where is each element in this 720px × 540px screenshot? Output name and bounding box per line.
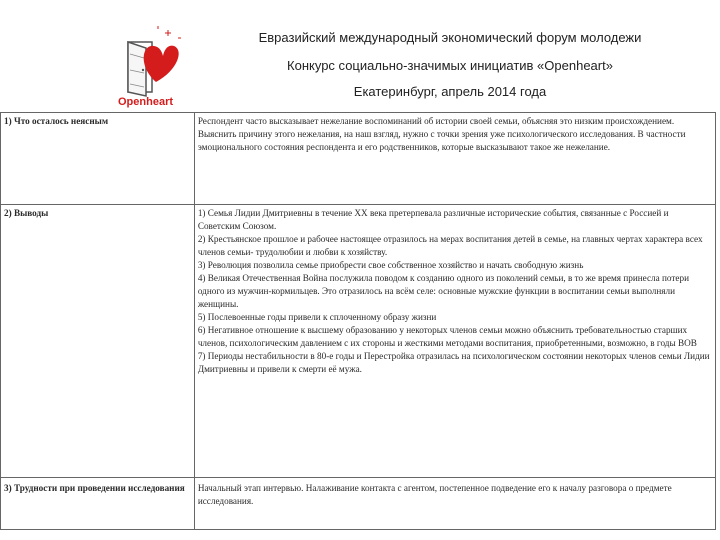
conclusion-item: 6) Негативное отношение к высшему образованию у некоторых членов семьи можно объяснить требовательностью старших членов, психологическим давлением с их стороны и жесткими методами воспитания, приобретенными, возможно, в годы ВОВ xyxy=(197,325,697,348)
conclusion-item: 1) Семья Лидии Дмитриевны в течение XX века претерпевала различные исторические события, связанные с Россией и Советским Союзом. xyxy=(197,208,669,231)
table-row xyxy=(1,478,716,530)
row-content xyxy=(194,205,715,478)
forum-title: Евразийский международный экономический форум молодежи xyxy=(258,30,642,45)
table-row xyxy=(1,205,716,478)
row-content xyxy=(194,478,715,530)
row-label: 1) Что осталось неясным xyxy=(1,113,195,205)
conclusion-item: 7) Периоды нестабильности в 80-е годы и Перестройка отразилась на психологическом состоянии некоторых членов семьи Лидии Дмитриевны и привели к смерти её мужа. xyxy=(197,351,710,374)
event-date: Екатеринбург, апрель 2014 года xyxy=(353,84,547,99)
content-paragraph: Респондент часто высказывает нежелание воспоминаний об истории своей семьи, объясняя это низким происхождением. Выяснить причину этого нежелания, на наш взгляд, нужно с точки зрения уже психологического исследования. В частности эмоционального состояния респондента и его родственников, которые высказывают такое же нежелание. xyxy=(197,116,686,152)
sparkle-icon xyxy=(158,26,181,38)
content-paragraph: Начальный этап интервью. Налаживание контакта с агентом, постепенное подведение его к началу разговора о предмете исследования. xyxy=(197,483,672,506)
conclusion-item: 5) Послевоенные годы привели к сплоченному образу жизни xyxy=(197,312,437,322)
contest-title: Конкурс социально-значимых инициатив «Openheart» xyxy=(287,58,613,73)
row-content xyxy=(194,113,715,205)
conclusion-item: 2) Крестьянское прошлое и рабочее настоящее отразилось на мерах воспитания детей в семье, на главных чертах характера всех членов семьи- трудолюбии и любви к хозяйству. xyxy=(197,234,703,257)
logo-text: Openheart xyxy=(118,96,174,108)
table-row xyxy=(1,113,716,205)
conclusion-item: 4) Великая Отечественная Война послужила поводом к созданию одного из поколений семьи, в то же время принесла потери одного из мужчин-кормильцев. Это отразилось на всём селе: основные мужские функции в воспитании семьи выполняли женщины. xyxy=(197,273,690,309)
report-table xyxy=(0,112,716,530)
conclusion-item: 3) Революция позволила семье приобрести свое собственное хозяйство и начать свободную жизнь xyxy=(197,260,584,270)
heart-icon xyxy=(144,46,179,82)
row-label: 3) Трудности при проведении исследования xyxy=(1,478,195,530)
slide-header xyxy=(0,0,720,112)
row-label: 2) Выводы xyxy=(1,205,195,478)
